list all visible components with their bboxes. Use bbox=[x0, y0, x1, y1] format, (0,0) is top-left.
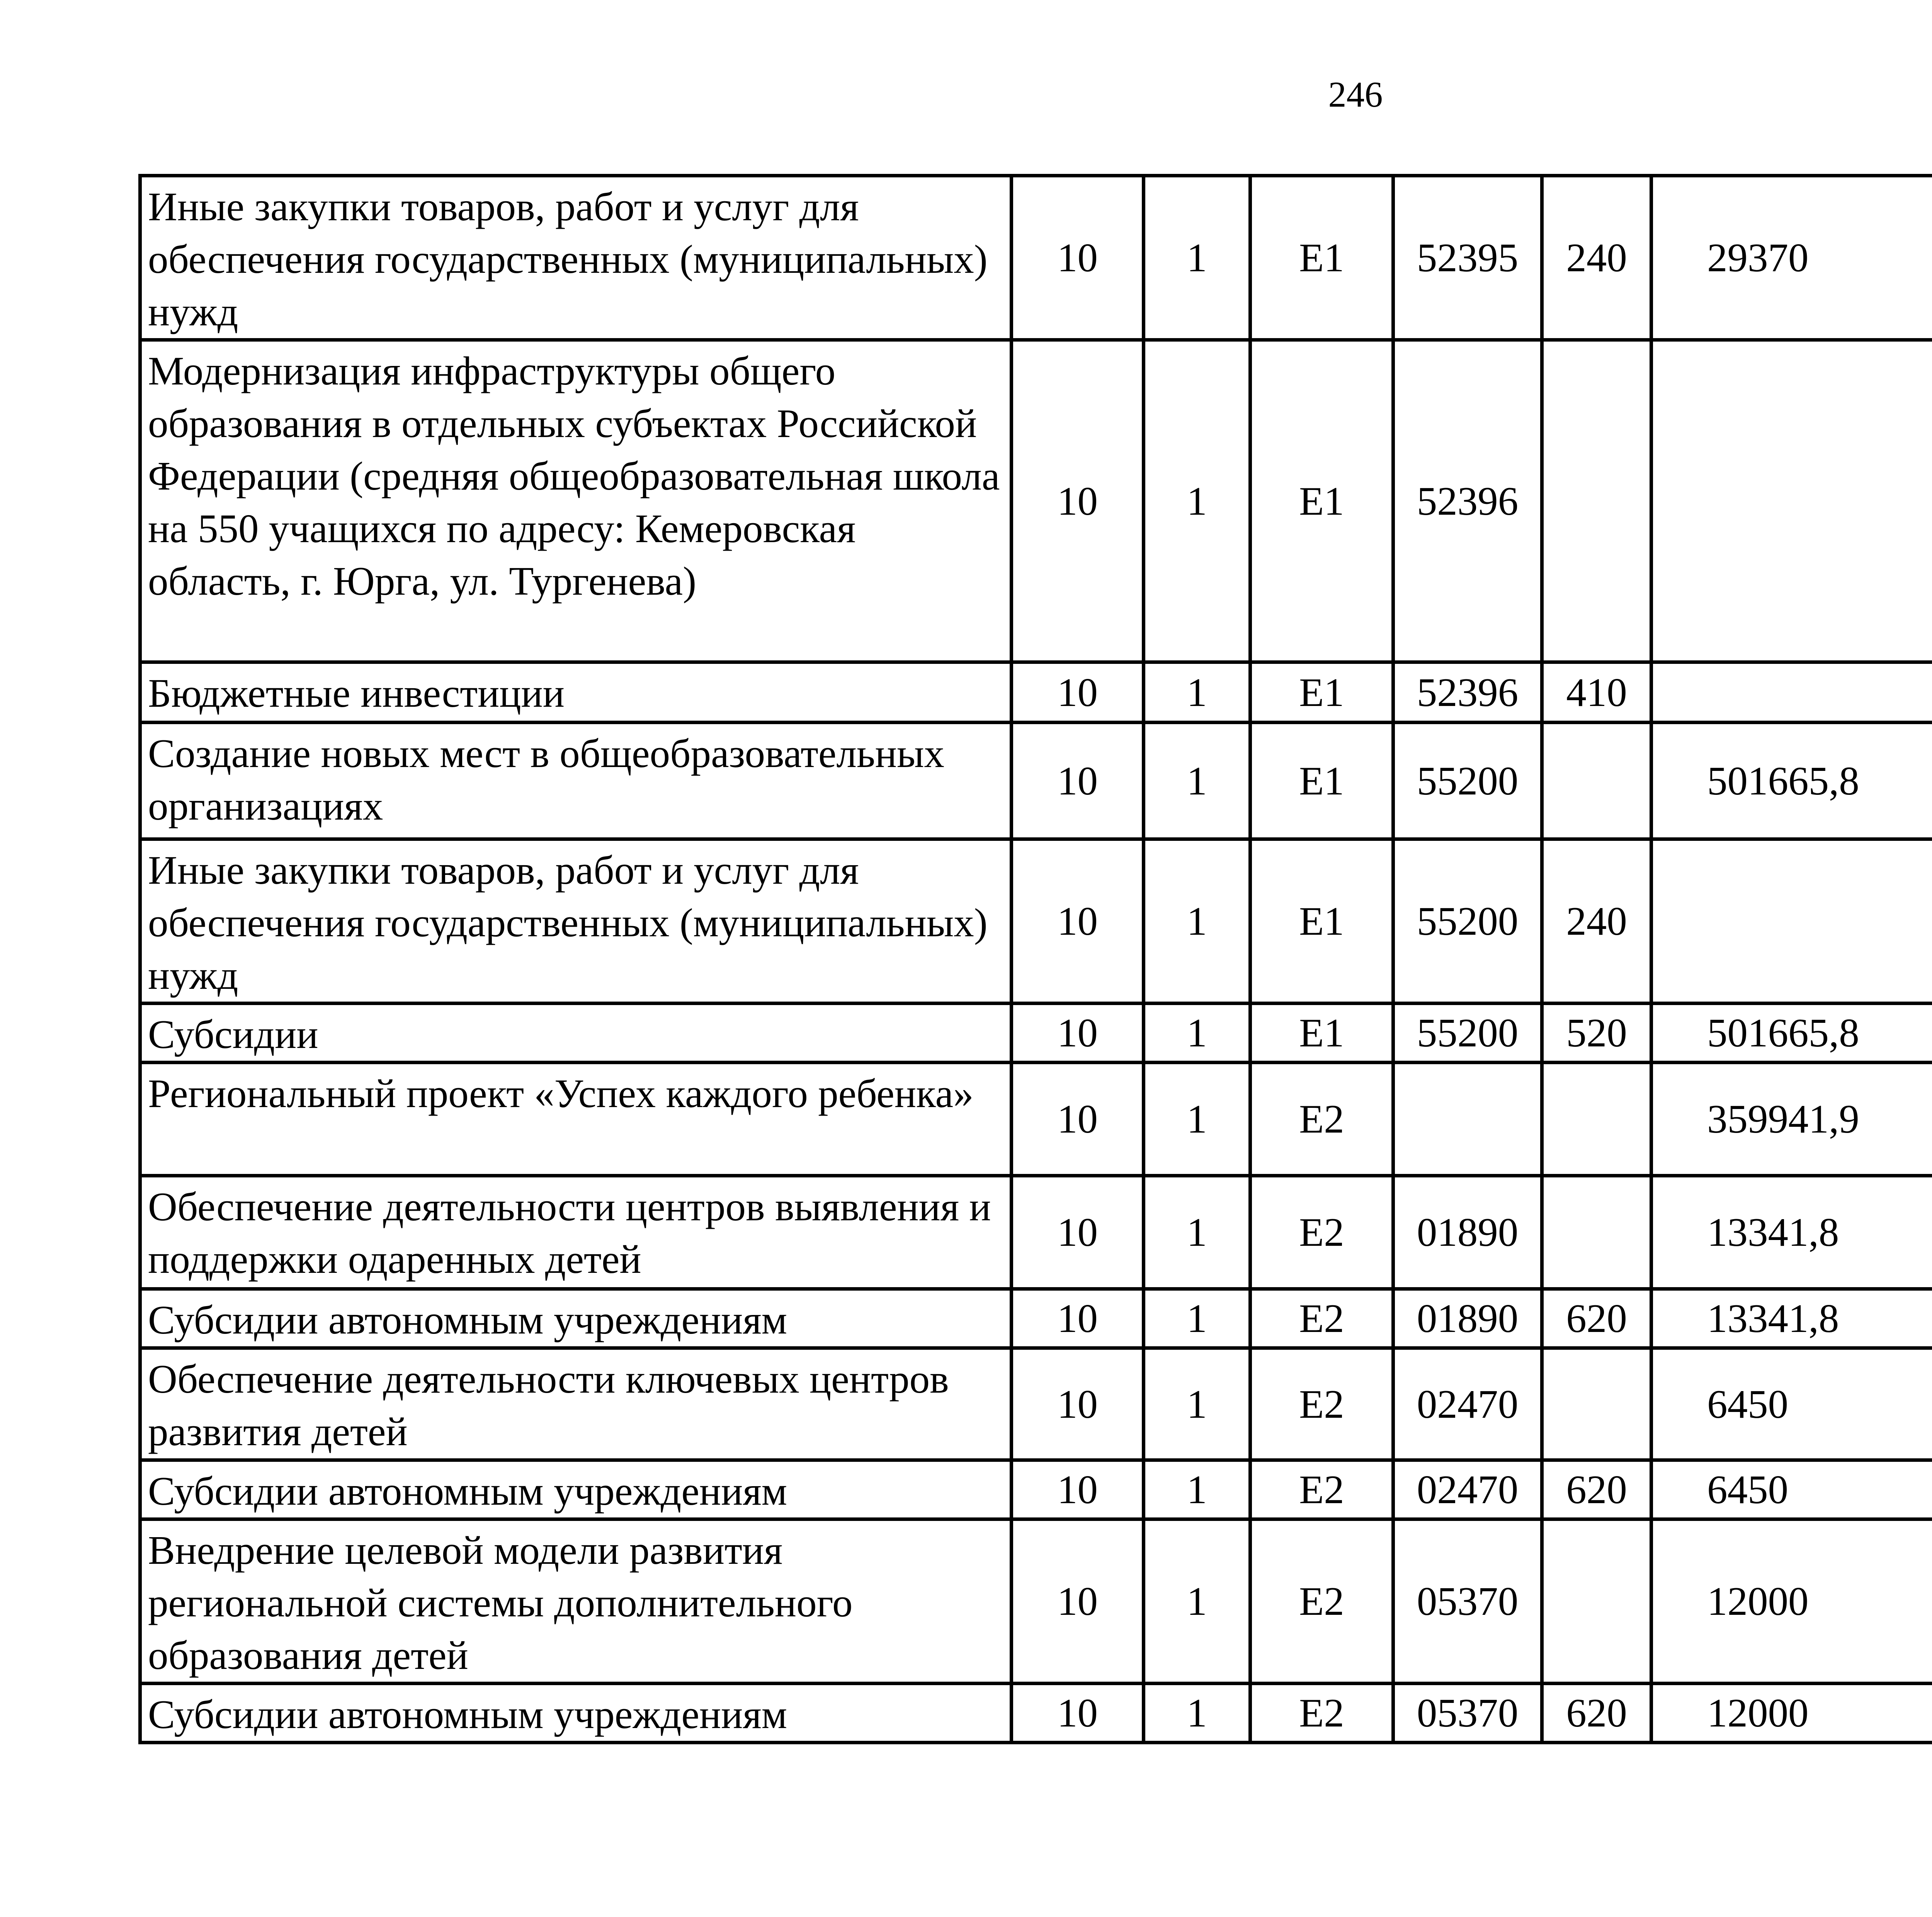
direction-cell: 52395 bbox=[1393, 176, 1542, 340]
amount-1-cell: 501665,8 bbox=[1651, 1004, 1932, 1063]
direction-cell: 55200 bbox=[1393, 1004, 1542, 1063]
direction-cell: 02470 bbox=[1393, 1348, 1542, 1460]
expense-type-cell: 620 bbox=[1542, 1289, 1651, 1348]
subsection-cell: 1 bbox=[1144, 1289, 1250, 1348]
program-cell: E1 bbox=[1250, 340, 1393, 662]
subsection-cell: 1 bbox=[1144, 1004, 1250, 1063]
section-cell: 10 bbox=[1012, 1004, 1144, 1063]
row-name-cell: Региональный проект «Успех каждого ребенка» bbox=[140, 1063, 1012, 1176]
section-cell: 10 bbox=[1012, 1519, 1144, 1684]
program-cell: E2 bbox=[1250, 1460, 1393, 1519]
row-name-cell: Субсидии bbox=[140, 1004, 1012, 1063]
program-cell: E1 bbox=[1250, 662, 1393, 723]
program-cell: E1 bbox=[1250, 839, 1393, 1004]
table-row bbox=[140, 723, 1932, 839]
program-cell: E2 bbox=[1250, 1684, 1393, 1743]
row-name-cell: Иные закупки товаров, работ и услуг для обеспечения государственных (муниципальных) нужд bbox=[140, 839, 1012, 1004]
table-row bbox=[140, 1289, 1932, 1348]
amount-1-cell: 501665,8 bbox=[1651, 723, 1932, 839]
section-cell: 10 bbox=[1012, 340, 1144, 662]
amount-1-cell: 6450 bbox=[1651, 1460, 1932, 1519]
expense-type-cell bbox=[1542, 1519, 1651, 1684]
program-cell: E1 bbox=[1250, 1004, 1393, 1063]
row-name-cell: Создание новых мест в общеобразовательных организациях bbox=[140, 723, 1012, 839]
section-cell: 10 bbox=[1012, 1684, 1144, 1743]
amount-1-cell bbox=[1651, 340, 1932, 662]
table-row bbox=[140, 1684, 1932, 1743]
expense-type-cell bbox=[1542, 1348, 1651, 1460]
table-row bbox=[140, 1519, 1932, 1684]
expense-type-cell bbox=[1542, 340, 1651, 662]
program-cell: E1 bbox=[1250, 723, 1393, 839]
direction-cell: 01890 bbox=[1393, 1289, 1542, 1348]
expense-type-cell: 240 bbox=[1542, 839, 1651, 1004]
row-name-cell: Иные закупки товаров, работ и услуг для обеспечения государственных (муниципальных) нужд bbox=[140, 176, 1012, 340]
expense-type-cell: 620 bbox=[1542, 1684, 1651, 1743]
direction-cell bbox=[1393, 1063, 1542, 1176]
subsection-cell: 1 bbox=[1144, 1176, 1250, 1289]
program-cell: E2 bbox=[1250, 1519, 1393, 1684]
direction-cell: 52396 bbox=[1393, 662, 1542, 723]
expense-type-cell: 410 bbox=[1542, 662, 1651, 723]
table-row bbox=[140, 839, 1932, 1004]
program-cell: E2 bbox=[1250, 1289, 1393, 1348]
section-cell: 10 bbox=[1012, 723, 1144, 839]
amount-1-cell bbox=[1651, 839, 1932, 1004]
section-cell: 10 bbox=[1012, 1289, 1144, 1348]
amount-1-cell: 13341,8 bbox=[1651, 1289, 1932, 1348]
table-row bbox=[140, 1004, 1932, 1063]
table-row bbox=[140, 340, 1932, 662]
row-name-cell: Бюджетные инвестиции bbox=[140, 662, 1012, 723]
direction-cell: 52396 bbox=[1393, 340, 1542, 662]
amount-1-cell: 29370 bbox=[1651, 176, 1932, 340]
table-row bbox=[140, 662, 1932, 723]
subsection-cell: 1 bbox=[1144, 1348, 1250, 1460]
amount-1-cell: 12000 bbox=[1651, 1519, 1932, 1684]
subsection-cell: 1 bbox=[1144, 839, 1250, 1004]
subsection-cell: 1 bbox=[1144, 176, 1250, 340]
direction-cell: 05370 bbox=[1393, 1684, 1542, 1743]
section-cell: 10 bbox=[1012, 1348, 1144, 1460]
section-cell: 10 bbox=[1012, 839, 1144, 1004]
expense-type-cell: 620 bbox=[1542, 1460, 1651, 1519]
amount-1-cell: 359941,9 bbox=[1651, 1063, 1932, 1176]
subsection-cell: 1 bbox=[1144, 1519, 1250, 1684]
expense-type-cell: 520 bbox=[1542, 1004, 1651, 1063]
expense-type-cell bbox=[1542, 723, 1651, 839]
direction-cell: 05370 bbox=[1393, 1519, 1542, 1684]
subsection-cell: 1 bbox=[1144, 340, 1250, 662]
program-cell: E1 bbox=[1250, 176, 1393, 340]
table-row bbox=[140, 1063, 1932, 1176]
row-name-cell: Субсидии автономным учреждениям bbox=[140, 1684, 1012, 1743]
table-row bbox=[140, 1348, 1932, 1460]
row-name-cell: Внедрение целевой модели развития региональной системы дополнительного образования детей bbox=[140, 1519, 1012, 1684]
expense-type-cell: 240 bbox=[1542, 176, 1651, 340]
row-name-cell: Обеспечение деятельности центров выявления и поддержки одаренных детей bbox=[140, 1176, 1012, 1289]
amount-1-cell: 13341,8 bbox=[1651, 1176, 1932, 1289]
direction-cell: 01890 bbox=[1393, 1176, 1542, 1289]
row-name-cell: Модернизация инфраструктуры общего образования в отдельных субъектах Российской Федерации (средняя общеобразовательная школа на 550 учащихся по адресу: Кемеровская область, г. Юрга, ул. Тургенева) bbox=[140, 340, 1012, 662]
row-name-cell: Субсидии автономным учреждениям bbox=[140, 1460, 1012, 1519]
section-cell: 10 bbox=[1012, 1176, 1144, 1289]
subsection-cell: 1 bbox=[1144, 1063, 1250, 1176]
table-row bbox=[140, 1176, 1932, 1289]
section-cell: 10 bbox=[1012, 176, 1144, 340]
budget-table bbox=[138, 174, 1932, 1744]
subsection-cell: 1 bbox=[1144, 1460, 1250, 1519]
section-cell: 10 bbox=[1012, 1063, 1144, 1176]
subsection-cell: 1 bbox=[1144, 662, 1250, 723]
amount-1-cell bbox=[1651, 662, 1932, 723]
table-row bbox=[140, 176, 1932, 340]
section-cell: 10 bbox=[1012, 662, 1144, 723]
program-cell: E2 bbox=[1250, 1063, 1393, 1176]
program-cell: E2 bbox=[1250, 1348, 1393, 1460]
page-number: 246 bbox=[1328, 75, 1383, 115]
subsection-cell: 1 bbox=[1144, 1684, 1250, 1743]
amount-1-cell: 6450 bbox=[1651, 1348, 1932, 1460]
section-cell: 10 bbox=[1012, 1460, 1144, 1519]
direction-cell: 55200 bbox=[1393, 839, 1542, 1004]
direction-cell: 55200 bbox=[1393, 723, 1542, 839]
expense-type-cell bbox=[1542, 1176, 1651, 1289]
direction-cell: 02470 bbox=[1393, 1460, 1542, 1519]
program-cell: E2 bbox=[1250, 1176, 1393, 1289]
subsection-cell: 1 bbox=[1144, 723, 1250, 839]
expense-type-cell bbox=[1542, 1063, 1651, 1176]
row-name-cell: Обеспечение деятельности ключевых центров развития детей bbox=[140, 1348, 1012, 1460]
amount-1-cell: 12000 bbox=[1651, 1684, 1932, 1743]
table-row bbox=[140, 1460, 1932, 1519]
row-name-cell: Субсидии автономным учреждениям bbox=[140, 1289, 1012, 1348]
